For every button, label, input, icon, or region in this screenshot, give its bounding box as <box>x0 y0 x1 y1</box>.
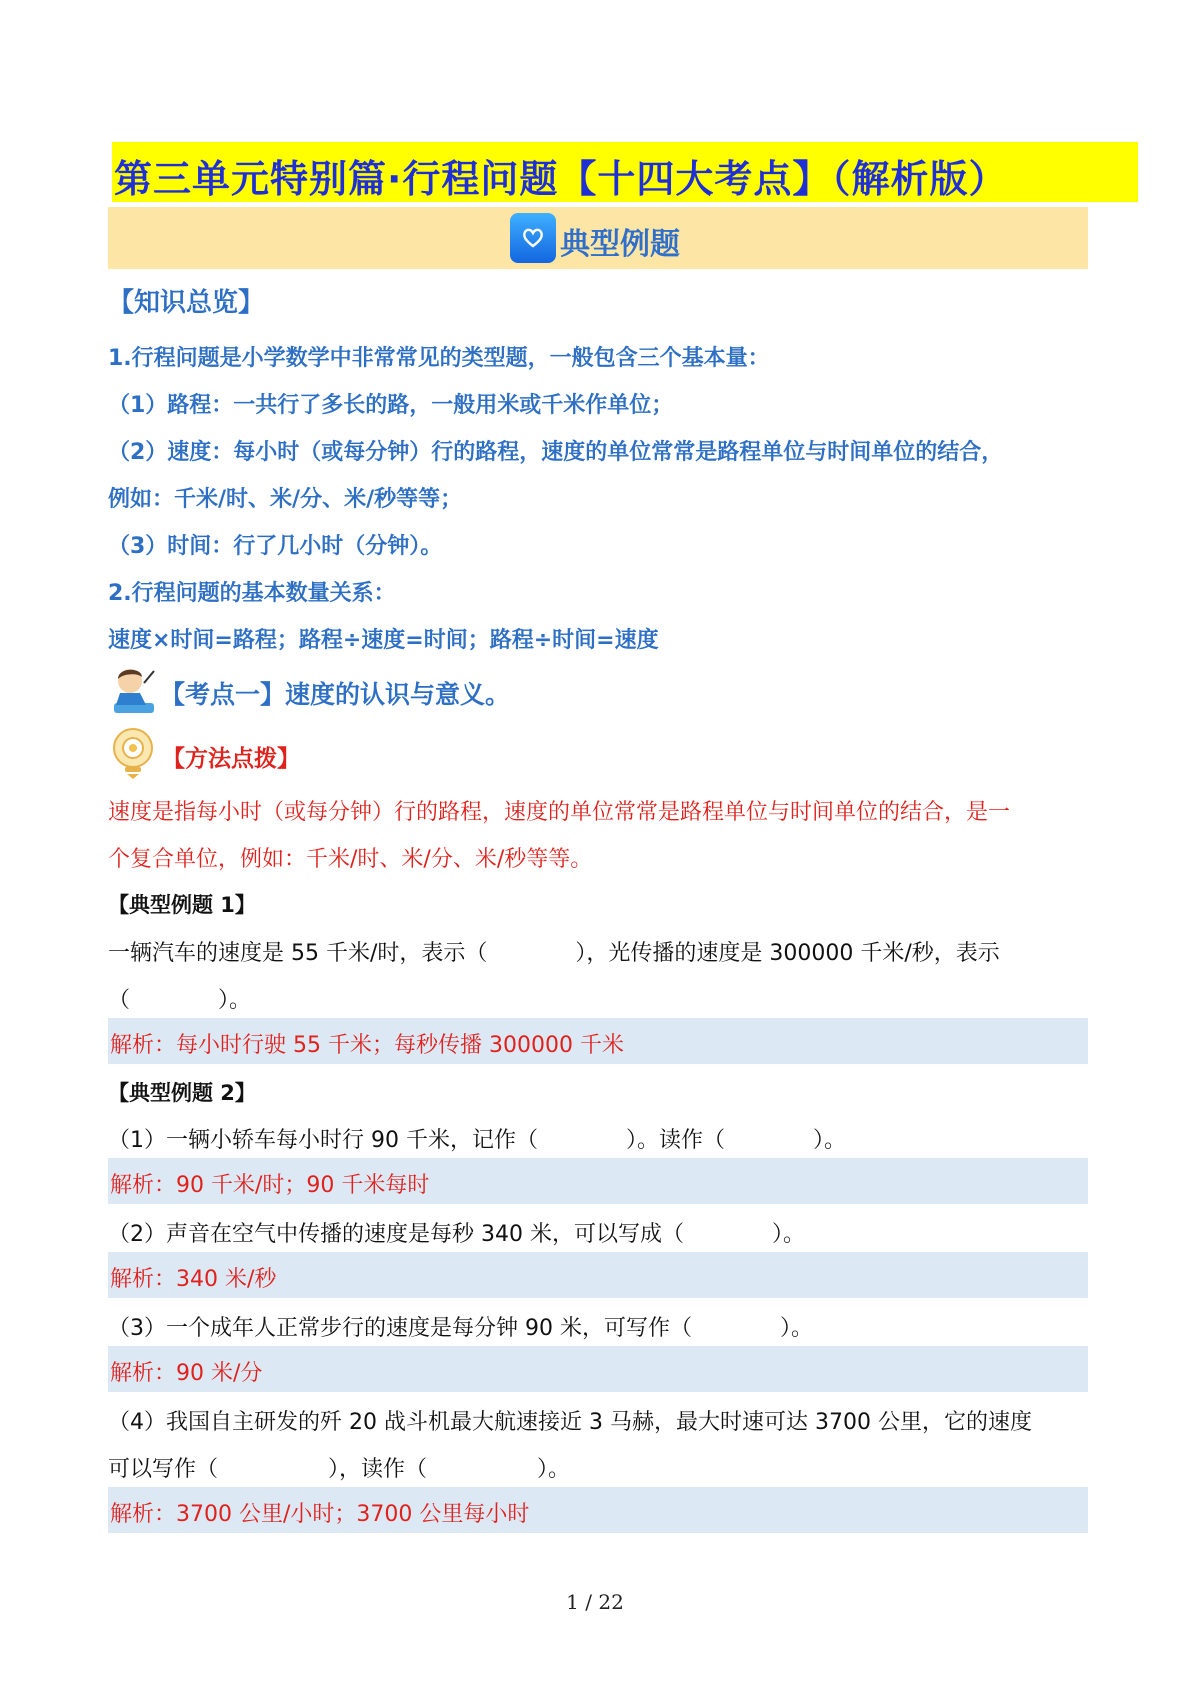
page-title: 第三单元特别篇·行程问题【十四大考点】（解析版） <box>114 157 1008 201</box>
student-icon <box>108 663 160 717</box>
example2-question: 可以写作（ ），读作（ ）。 <box>108 1457 571 1482</box>
method-line: 速度是指每小时（或每分钟）行的路程，速度的单位常常是路程单位与时间单位的结合，是一 <box>108 800 1011 825</box>
example2-question: （1）一辆小轿车每小时行 90 千米，记作（ ）。读作（ ）。 <box>108 1128 846 1153</box>
example1-line: 一辆汽车的速度是 55 千米/时，表示（ ），光传播的速度是 300000 千米/秒，表示 <box>108 941 1000 966</box>
example2-answer: 解析：340 米/秒 <box>110 1267 277 1292</box>
answer-bar <box>108 1158 1088 1204</box>
overview-line: 2.行程问题的基本数量关系： <box>108 581 396 606</box>
title-bar <box>112 142 1138 202</box>
page-number: 1 / 22 <box>566 1590 624 1614</box>
banner-label: 典型例题 <box>560 227 680 262</box>
answer-bar <box>108 1018 1088 1064</box>
overview-line: 例如：千米/时、米/分、米/秒等等； <box>108 487 463 512</box>
method-line: 个复合单位，例如：千米/时、米/分、米/秒等等。 <box>108 847 593 872</box>
example1-answer: 解析：每小时行驶 55 千米；每秒传播 300000 千米 <box>110 1033 624 1058</box>
heart-book-icon <box>510 213 556 263</box>
example2-question: （4）我国自主研发的歼 20 战斗机最大航速接近 3 马赫，最大时速可达 3700 公里，它的速度 <box>108 1410 1032 1435</box>
kaodian-heading: 【考点一】速度的认识与意义。 <box>160 680 511 709</box>
overview-line: （2）速度：每小时（或每分钟）行的路程，速度的单位常常是路程单位与时间单位的结合， <box>108 440 1004 465</box>
example1-line: （ ）。 <box>108 988 252 1013</box>
section-banner <box>108 207 1088 269</box>
example2-answer: 解析：90 千米/时；90 千米每时 <box>110 1173 430 1198</box>
example2-question: （2）声音在空气中传播的速度是每秒 340 米，可以写成（ ）。 <box>108 1222 805 1247</box>
overview-line: （1）路程：一共行了多长的路，一般用米或千米作单位； <box>108 393 674 418</box>
example2-answer: 解析：90 米/分 <box>110 1361 263 1386</box>
answer-bar <box>108 1487 1088 1533</box>
example1-heading: 【典型例题 1】 <box>108 893 256 917</box>
answer-bar <box>108 1252 1088 1298</box>
example2-answer: 解析：3700 公里/小时；3700 公里每小时 <box>110 1502 530 1527</box>
overview-heading: 【知识总览】 <box>108 288 265 318</box>
overview-line: 速度×时间=路程；路程÷速度=时间；路程÷时间=速度 <box>108 628 659 653</box>
lightbulb-icon <box>110 726 156 780</box>
answer-bar <box>108 1346 1088 1392</box>
example2-question: （3）一个成年人正常步行的速度是每分钟 90 米，可写作（ ）。 <box>108 1316 813 1341</box>
overview-line: （3）时间：行了几小时（分钟）。 <box>108 534 443 559</box>
overview-line: 1.行程问题是小学数学中非常常见的类型题，一般包含三个基本量： <box>108 346 770 371</box>
method-heading: 【方法点拨】 <box>162 746 300 772</box>
example2-heading: 【典型例题 2】 <box>108 1081 256 1105</box>
